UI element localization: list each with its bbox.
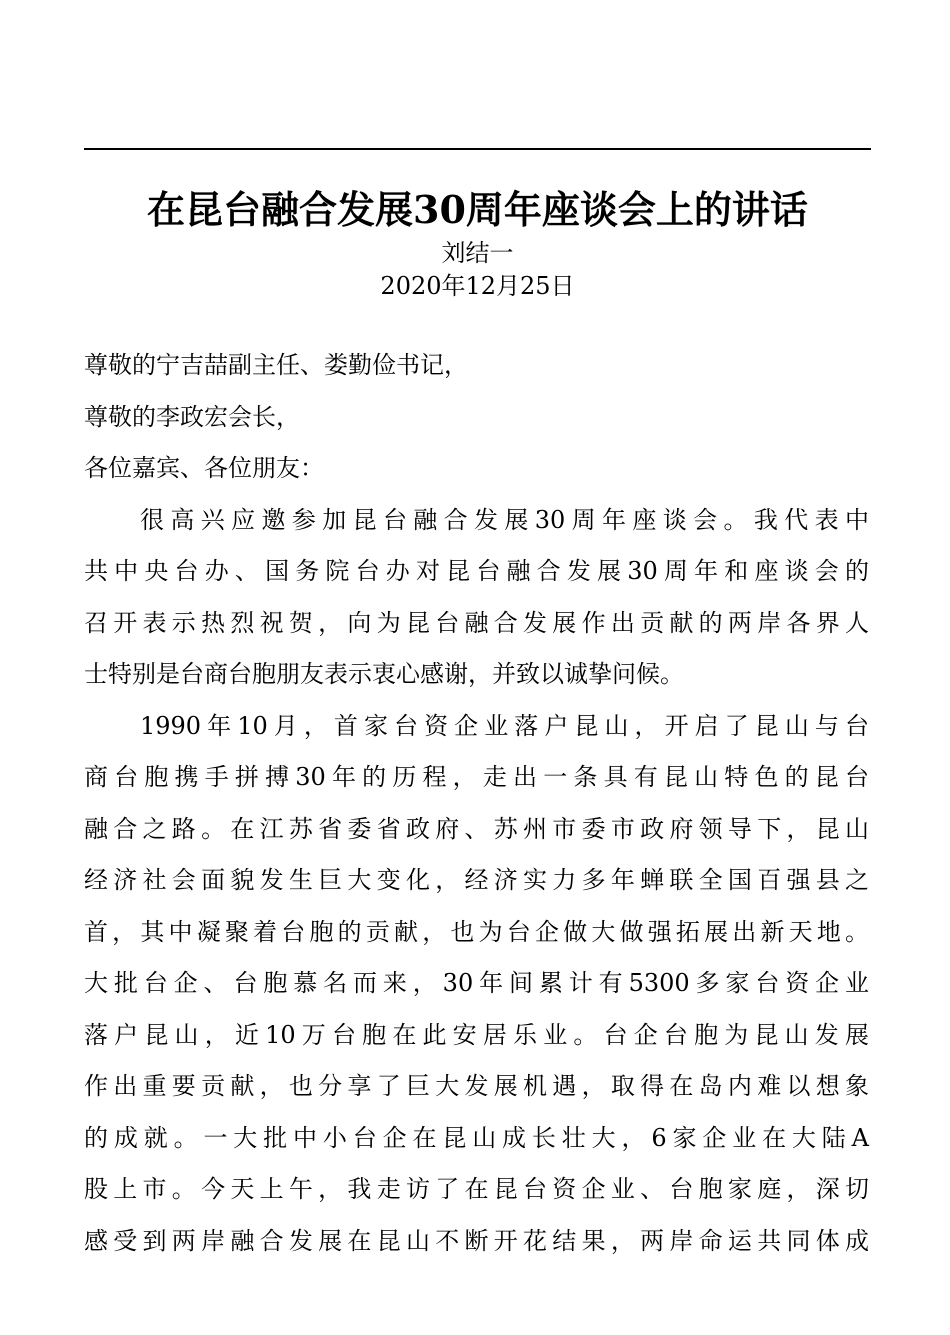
paragraph-line: 1990年10月，首家台资企业落户昆山，开启了昆山与台 — [140, 711, 869, 740]
paragraph-line: 很高兴应邀参加昆台融合发展30周年座谈会。我代表中 — [140, 505, 869, 534]
salutation-line: 尊敬的李政宏会长， — [84, 402, 300, 431]
document-date: 2020年12月25日 — [380, 272, 575, 300]
paragraph-line: 共中央台办、国务院台办对昆台融合发展30周年和座谈会的 — [84, 557, 869, 585]
paragraph-line: 股上市。今天上午，我走访了在昆台资企业、台胞家庭，深切 — [84, 1175, 869, 1203]
paragraph-line: 首，其中凝聚着台胞的贡献，也为台企做大做强拓展出新天地。 — [84, 917, 869, 946]
document-body — [84, 340, 874, 1267]
paragraph-line: 的成就。一大批中小台企在昆山成长壮大，6家企业在大陆A — [84, 1123, 869, 1152]
paragraph-line: 融合之路。在江苏省委省政府、苏州市委市政府领导下，昆山 — [84, 814, 869, 843]
document-title: 在昆台融合发展30周年座谈会上的讲话 — [147, 187, 808, 232]
paragraph-line: 商台胞携手拼搏30年的历程，走出一条具有昆山特色的昆台 — [84, 763, 869, 791]
paragraph-line: 经济社会面貌发生巨大变化，经济实力多年蝉联全国百强县之 — [84, 866, 869, 894]
paragraph-line: 召开表示热烈祝贺，向为昆台融合发展作出贡献的两岸各界人 — [84, 608, 869, 637]
paragraph-line: 作出重要贡献，也分享了巨大发展机遇，取得在岛内难以想象 — [84, 1072, 869, 1100]
salutation-line: 尊敬的宁吉喆副主任、娄勤俭书记， — [84, 351, 468, 379]
paragraph-line: 落户昆山，近10万台胞在此安居乐业。台企台胞为昆山发展 — [84, 1020, 869, 1049]
header-rule — [84, 148, 871, 150]
paragraph-line: 大批台企、台胞慕名而来，30年间累计有5300多家台资企业 — [84, 969, 869, 997]
document-author: 刘结一 — [441, 239, 514, 267]
salutation-line: 各位嘉宾、各位朋友： — [84, 454, 324, 482]
paragraph-line: 士特别是台商台胞朋友表示衷心感谢，并致以诚挚问候。 — [84, 660, 684, 688]
paragraph-line: 感受到两岸融合发展在昆山不断开花结果，两岸命运共同体成 — [84, 1226, 869, 1255]
